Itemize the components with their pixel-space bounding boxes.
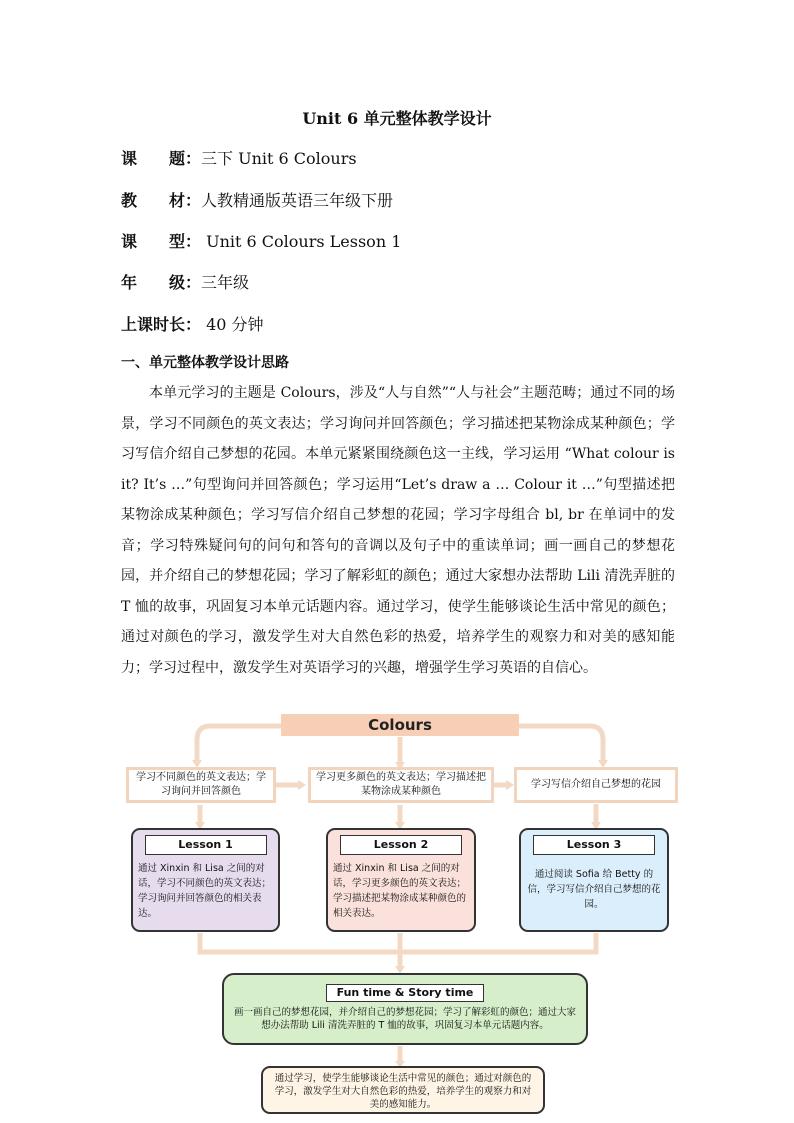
- field-label: 课 型：: [121, 232, 202, 251]
- objective-text: 学习更多颜色的英文表达；学习描述把某物涂成某种颜色: [316, 772, 486, 797]
- final-goal-box: [261, 1066, 545, 1114]
- fun-body: 画一画自己的梦想花园，并介绍自己的梦想花园；学习了解彩虹的颜色；通过大家想办法帮助 Lili 清洗弄脏的 T 恤的故事，巩固复习本单元话题内容。: [234, 1007, 577, 1031]
- objective-box-2: [308, 767, 494, 803]
- fun-story-box: [222, 973, 588, 1045]
- objective-box-1: [126, 767, 276, 803]
- lesson-card-1: [131, 828, 280, 932]
- field-value: 三下 Unit 6 Colours: [201, 149, 357, 168]
- field-value: 三年级: [201, 273, 250, 292]
- objective-text: 学习不同颜色的英文表达；学习询问并回答颜色: [136, 772, 266, 797]
- lesson-body: 通过 Xinxin 和 Lisa 之间的对话，学习不同颜色的英文表达；学习询问并回答颜色的相关表达。: [138, 863, 272, 919]
- field-value: 人教精通版英语三年级下册: [201, 191, 394, 210]
- field-label: 课 题：: [121, 149, 202, 168]
- field-label: 教 材：: [121, 191, 202, 210]
- lesson-card-2: [326, 828, 476, 932]
- field-label: 年 级：: [121, 273, 202, 292]
- document-title: Unit 6 单元整体教学设计: [302, 109, 492, 128]
- field-label: 上课时长：: [121, 315, 202, 334]
- section-heading: 一、单元整体教学设计思路: [121, 355, 289, 371]
- arrow-head: [298, 780, 306, 790]
- paragraph-text: 本单元学习的主题是 Colours，涉及“人与自然”“人与社会”主题范畴；通过不同的场景，学习不同颜色的英文表达；学习询问并回答颜色；学习描述把某物涂成某种颜色；学习写信介绍自己梦想的花园。本单元紧紧围绕颜色这一主线，学习运用 “What colour is it? It’s …”句型询问并回答颜色；学习运用“Let’s draw a … Colour it …”句型描述把某物涂成某种颜色；学习写信介绍自己梦想的花园；学习字母组合 bl, br 在单词中的发音；学习特殊疑问句的问句和答句的音调以及句子中的重读单词；画一画自己的梦想花园，并介绍自己的梦想花园；学习了解彩虹的颜色；通过大家想办法帮助 Lili 清洗弄脏的 T 恤的故事，巩固复习本单元话题内容。通过学习，使学生能够谈论生活中常见的颜色；通过对颜色的学习，激发学生对大自然色彩的热爱，培养学生的观察力和对美的感知能力；学习过程中，激发学生对英语学习的兴趣，增强学生学习英语的自信心。: [121, 385, 675, 676]
- fun-title: Fun time & Story time: [326, 984, 485, 1002]
- arrow-head: [506, 780, 514, 790]
- connector-left-arc: [197, 726, 281, 762]
- diagram-center-title: Colours: [281, 714, 519, 736]
- lesson-title: Lesson 3: [533, 835, 655, 855]
- lesson-title: Lesson 2: [340, 835, 462, 855]
- lesson-body: 通过 Xinxin 和 Lisa 之间的对话，学习更多颜色的英文表达；学习描述把某物涂成某种颜色的相关表达。: [333, 863, 467, 919]
- lesson-body: 通过阅读 Sofia 给 Betty 的信，学习写信介绍自己梦想的花园。: [527, 869, 661, 910]
- final-text: 通过学习，使学生能够谈论生活中常见的颜色；通过对颜色的学习，激发学生对大自然色彩的热爱，培养学生的观察力和对美的感知能力。: [274, 1073, 532, 1110]
- connector-right-arc: [519, 726, 603, 762]
- objective-box-3: [514, 767, 678, 803]
- field-value: Unit 6 Colours Lesson 1: [201, 232, 402, 251]
- lesson-title: Lesson 1: [145, 835, 267, 855]
- lesson-card-3: [519, 828, 669, 932]
- field-value: 40 分钟: [201, 315, 264, 334]
- objective-text: 学习写信介绍自己梦想的花园: [531, 779, 661, 790]
